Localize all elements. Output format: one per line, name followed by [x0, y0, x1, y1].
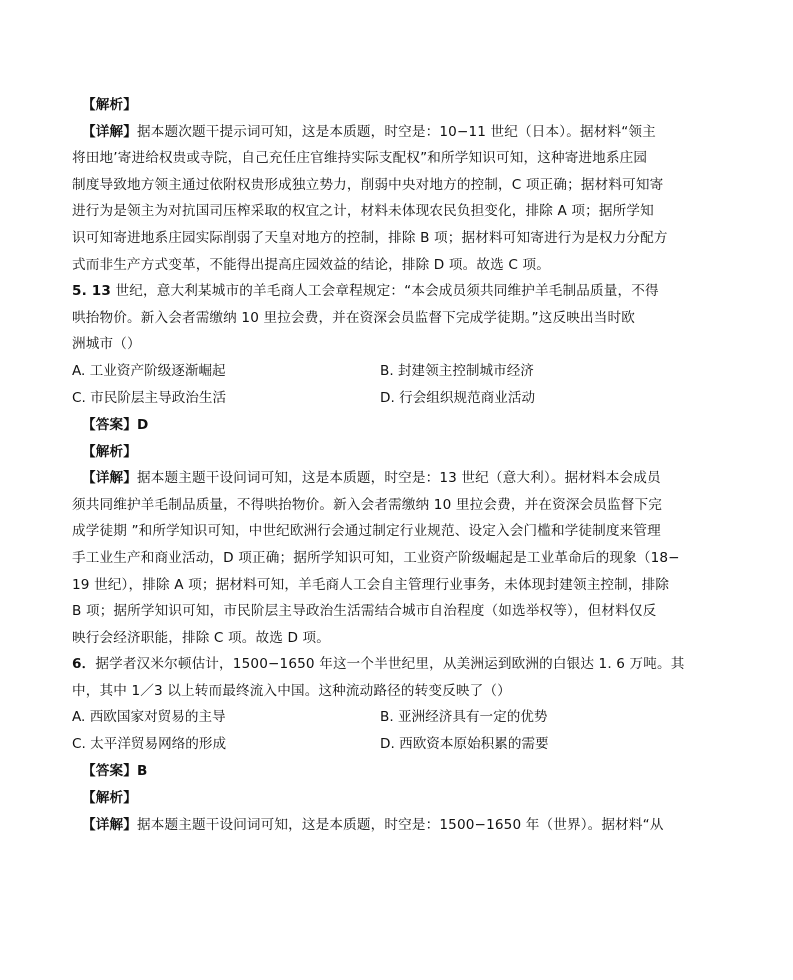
question-text: 据学者汉米尔顿估计，1500−1650 年这一个半世纪里，从美洲运到欧洲的白银达 1. 6 万吨。其 [95, 656, 685, 673]
question-number: 5. 13 [72, 283, 112, 300]
detail-tag: 【详解】 [82, 123, 137, 140]
detail-line: 将田地’寄进给权贵或寺院，自己充任庄官维持实际支配权”和所学知识可知，这种寄进地系庄园 [72, 150, 648, 167]
detail-line: 识可知寄进地系庄园实际削弱了天皇对地方的控制，排除 B 项；据材料可知寄进行为是权力分配方 [72, 229, 668, 246]
detail-line: B 项；据所学知识可知，市民阶层主导政治生活需结合城市自治程度（如选举权等），但材料仅反 [72, 603, 657, 620]
detail-line [72, 465, 692, 492]
analysis-label: 【解析】 [82, 97, 137, 113]
detail-line [72, 119, 692, 146]
detail-text: 据本题主题干设问词可知，这是本质题，时空是：1500−1650 年（世界）。据材料“从 [136, 816, 664, 833]
detail-line: 手工业生产和商业活动，D 项正确；据所学知识可知，工业资产阶级崛起是工业革命后的现象（18− [72, 549, 680, 566]
question-5-stem-line: 哄抬物价。新入会者需缴纳 10 里拉会费，并在资深会员监督下完成学徒期。”这反映出当时欧 [72, 309, 635, 326]
detail-line: 进行为是领主为对抗国司压榨采取的权宜之计，材料未体现农民负担变化，排除 A 项；据所学知 [72, 203, 654, 220]
detail-tag: 【详解】 [82, 470, 137, 487]
detail-line: 19 世纪），排除 A 项；据材料可知，羊毛商人工会自主管理行业事务，未体现封建领主控制，排除 [72, 576, 670, 593]
answer-value: B [136, 763, 148, 780]
answer-line [72, 758, 692, 785]
detail-line: 式而非生产方式变革，不能得出提高庄园效益的结论，排除 D 项。故选 C 项。 [72, 256, 550, 273]
document-page [72, 92, 692, 838]
option-c: C. 太平洋贸易网络的形成 [72, 736, 227, 753]
option-a: A. 工业资产阶级逐渐崛起 [72, 362, 226, 379]
analysis-label: 【解析】 [82, 790, 137, 807]
detail-text: 据本题次题干提示词可知，这是本质题，时空是：10−11 世纪（日本）。据材料“领主 [136, 123, 656, 140]
analysis-label: 【解析】 [82, 443, 137, 460]
question-5-stem-line: 洲城市（） [72, 336, 141, 353]
options-row [72, 358, 692, 385]
question-text: 世纪，意大利某城市的羊毛商人工会章程规定：“本会成员须共同维护羊毛制品质量，不得 [115, 283, 659, 300]
answer-label: 【答案】 [82, 416, 137, 433]
detail-line [72, 812, 692, 839]
answer-label: 【答案】 [82, 763, 137, 780]
options-row [72, 704, 692, 731]
answer-value: D [136, 416, 149, 433]
detail-line: 成学徒期 ”和所学知识可知，中世纪欧洲行会通过制定行业规范、设定入会门槛和学徒制度来管理 [72, 523, 661, 540]
option-d: D. 行会组织规范商业活动 [380, 389, 536, 406]
question-5-stem [72, 278, 692, 305]
detail-line: 须共同维护羊毛制品质量，不得哄抬物价。新入会者需缴纳 10 里拉会费，并在资深会员监督下完 [72, 496, 663, 513]
option-d: D. 西欧资本原始积累的需要 [380, 736, 549, 753]
question-6-stem-line: 中，其中 1／3 以上转而最终流入中国。这种流动路径的转变反映了（） [72, 682, 511, 699]
detail-line: 制度导致地方领主通过依附权贵形成独立势力，削弱中央对地方的控制，C 项正确；据材料可知寄 [72, 176, 664, 193]
question-6-stem [72, 651, 692, 678]
option-c: C. 市民阶层主导政治生活 [72, 389, 227, 406]
detail-line: 映行会经济职能，排除 C 项。故选 D 项。 [72, 629, 331, 646]
options-row [72, 385, 692, 412]
option-a: A. 西欧国家对贸易的主导 [72, 709, 226, 726]
detail-text: 据本题主题干设问词可知，这是本质题，时空是：13 世纪（意大利）。据材料本会成员 [136, 470, 661, 487]
option-b: B. 亚洲经济具有一定的优势 [380, 709, 548, 726]
option-b: B. 封建领主控制城市经济 [380, 362, 534, 379]
answer-line [72, 412, 692, 439]
detail-tag: 【详解】 [82, 816, 137, 833]
options-row [72, 731, 692, 758]
question-number: 6． [72, 656, 96, 673]
